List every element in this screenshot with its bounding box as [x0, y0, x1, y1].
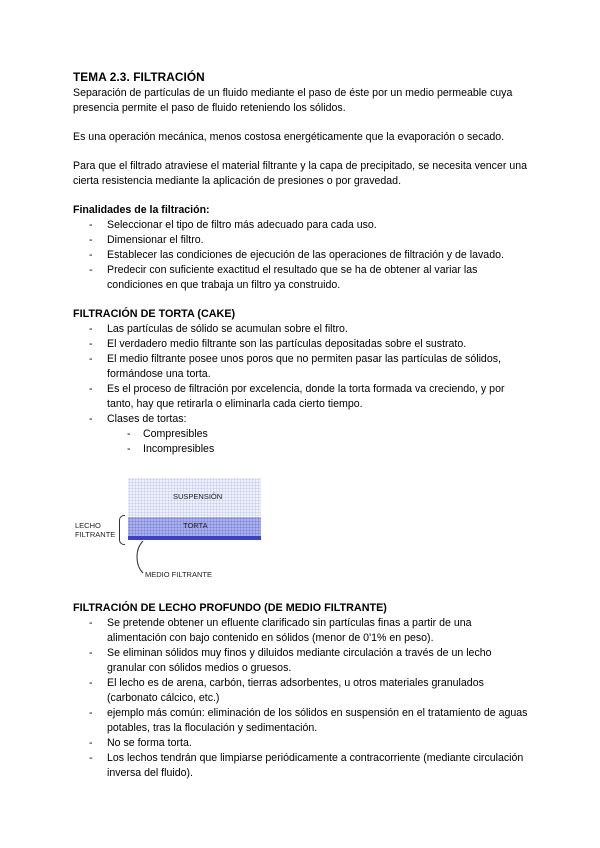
list-item: - Los lechos tendrán que limpiarse periódicamente a contracorriente (mediante circulación inversa del fluido).	[73, 751, 533, 781]
list-item: - No se forma torta.	[73, 736, 533, 751]
list-item: - El lecho es de arena, carbón, tierras adsorbentes, u otros materiales granulados (carbonato cálcico, etc.)	[73, 676, 533, 706]
list-item: - Seleccionar el tipo de filtro más adecuado para cada uso.	[73, 218, 533, 233]
intro-definition: Separación de partículas de un fluido mediante el paso de éste por un medio permeable cuya presencia permite el paso de fluido reteniendo los sólidos.	[73, 87, 513, 114]
suspension-label: SUSPENSIÓN	[173, 492, 223, 501]
list-item: - Se pretende obtener un efluente clarificado sin partículas finas a partir de una alimentación con bajo contenido en sólidos (menor de 0'1% en peso).	[73, 616, 533, 646]
list-item: - Incompresibles	[73, 442, 533, 457]
intro-mechanical: Es una operación mecánica, menos costosa energéticamente que la evaporación o secado.	[73, 131, 505, 143]
lecho-list	[73, 616, 533, 781]
lecho-label-line1: LECHO	[75, 521, 101, 530]
clases-tortas-list	[73, 427, 533, 457]
list-item: - Compresibles	[73, 427, 533, 442]
list-item: - ejemplo más común: eliminación de los sólidos en suspensión en el tratamiento de aguas potables, tras la floculación y sedimentación.	[73, 706, 533, 736]
lecho-heading: FILTRACIÓN DE LECHO PROFUNDO (DE MEDIO FILTRANTE)	[73, 602, 387, 614]
list-item: - Predecir con suficiente exactitud el resultado que se ha de obtener al variar las condiciones en que trabaja un filtro ya construido.	[73, 263, 533, 293]
finalidades-list	[73, 218, 533, 293]
finalidades-heading: Finalidades de la filtración:	[73, 204, 210, 216]
page-title: TEMA 2.3. FILTRACIÓN	[73, 70, 205, 84]
intro-resistance: Para que el filtrado atraviese el material filtrante y la capa de precipitado, se necesita vencer una cierta resistencia mediante la aplicación de presiones o por gravedad.	[73, 160, 528, 187]
lecho-filtrante-label	[75, 521, 115, 539]
torta-list	[73, 322, 533, 427]
list-item: - El medio filtrante posee unos poros que no permiten pasar las partículas de sólidos, formándose una torta.	[73, 352, 533, 382]
document-page	[73, 70, 533, 781]
medio-filtrante-label: MEDIO FILTRANTE	[145, 570, 212, 579]
list-item: - El verdadero medio filtrante son las partículas depositadas sobre el sustrato.	[73, 337, 533, 352]
medio-leader-line	[113, 531, 153, 575]
list-item: - Clases de tortas:	[73, 412, 533, 427]
torta-heading: FILTRACIÓN DE TORTA (CAKE)	[73, 308, 236, 320]
lecho-label-line2: FILTRANTE	[75, 530, 116, 539]
list-item: - Dimensionar el filtro.	[73, 233, 533, 248]
list-item: - Es el proceso de filtración por excelencia, donde la torta formada va creciendo, y por tanto, hay que retirarla o eliminarla cada cierto tiempo.	[73, 382, 533, 412]
list-item: - Establecer las condiciones de ejecución de las operaciones de filtración y de lavado.	[73, 248, 533, 263]
list-item: - Se eliminan sólidos muy finos y diluidos mediante circulación a través de un lecho granular con sólidos medios o gruesos.	[73, 646, 533, 676]
filtration-diagram	[73, 461, 533, 601]
torta-label: TORTA	[183, 521, 208, 530]
list-item: - Las partículas de sólido se acumulan sobre el filtro.	[73, 322, 533, 337]
